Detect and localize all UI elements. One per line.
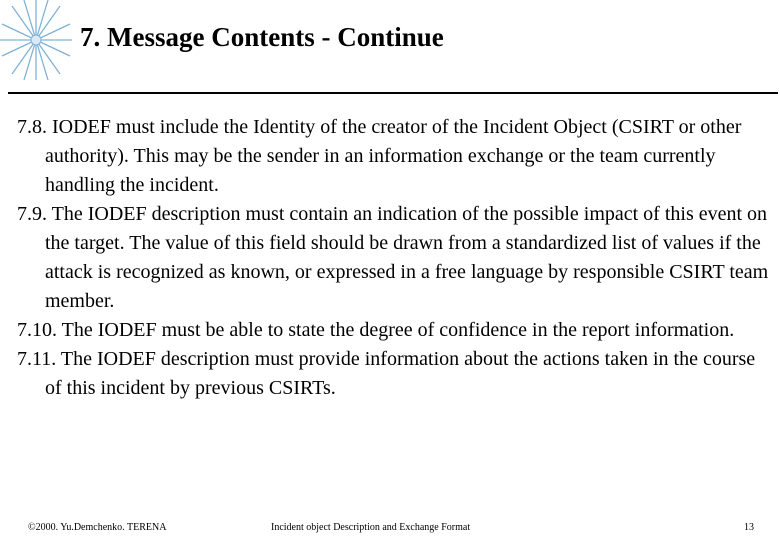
slide-title: 7. Message Contents - Continue — [80, 22, 444, 52]
requirement-item: 7.11. The IODEF description must provide information about the actions taken in the course of this incident by previous CSIRTs. — [17, 348, 756, 399]
starburst-logo-icon — [0, 0, 72, 80]
title-divider — [8, 92, 778, 94]
footer-page-number: 13 — [744, 522, 754, 533]
footer-document-title: Incident object Description and Exchange Format — [271, 522, 471, 533]
requirement-item: 7.9. The IODEF description must contain an indication of the possible impact of this event on the target. The value of this field should be drawn from a standardized list of values if the attack is recognized as known, or expressed in a free language by responsible CSIRT team member. — [17, 203, 769, 312]
footer-copyright: ©2000. Yu.Demchenko. TERENA — [28, 522, 167, 533]
requirements-list — [17, 113, 772, 403]
requirement-item: 7.8. IODEF must include the Identity of the creator of the Incident Object (CSIRT or other authority). This may be the sender in an information exchange or the team currently handling the incident. — [17, 116, 742, 196]
requirement-item: 7.10. The IODEF must be able to state the degree of confidence in the report information. — [17, 319, 735, 341]
